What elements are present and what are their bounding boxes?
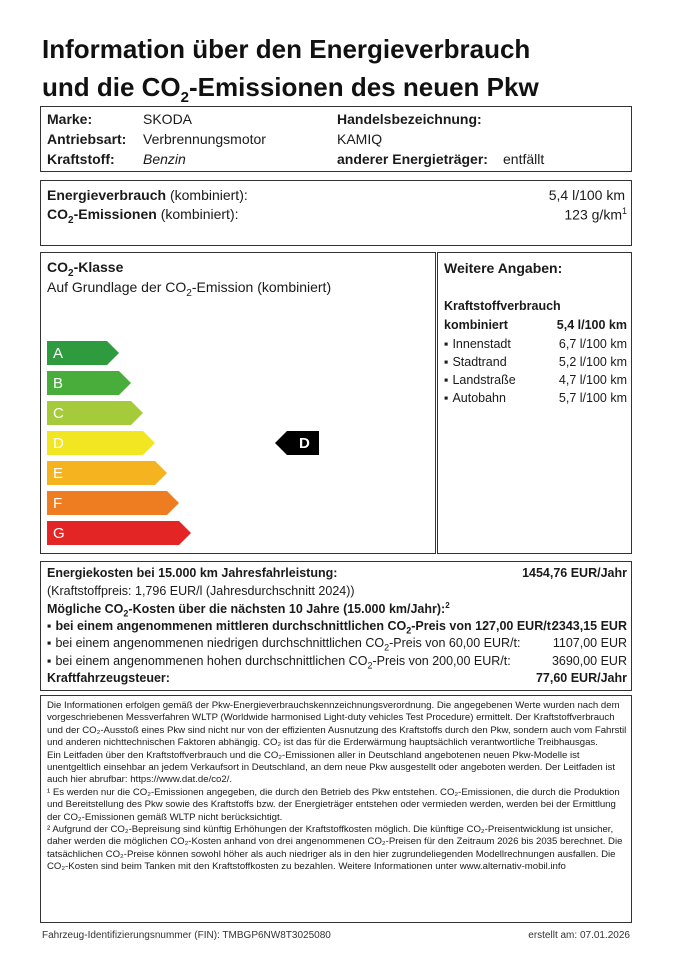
vin-text: Fahrzeug-Identifizierungsnummer (FIN): TMBGP6NW8T3025080: [42, 930, 331, 941]
further-info-box: [437, 252, 632, 554]
note-paragraph: ² Aufgrund der CO₂-Bepreisung sind künftig Erhöhungen der Kraftstoffkosten möglich. Die künftige CO₂-Preisentwicklung ist unsicher, daher werden die möglichen CO₂-Kosten anhand von drei angenommenen CO₂-Preisen für den Zeitraum 2026 bis 2035 berechnet. Die tatsächlichen CO₂-Preise können sowohl höher als auch niedriger als in den hier zugrundeliegenden Modellrechnungen ausfallen. Die CO₂-Kosten sind beim Tanken mit den Kraftstoffkosten zu bezahlen. Weitere Informationen unter www.alternativ-mobil.info: [47, 824, 623, 873]
combined-label: kombiniert: [444, 318, 508, 332]
combined-value: 5,4 l/100 km: [556, 318, 627, 332]
created-date: erstellt am: 07.01.2026: [528, 930, 630, 941]
energy-consumption-value: 5,4 l/100 km: [548, 187, 625, 203]
co2-class-subtitle: Auf Grundlage der $CO_2$-Emission (kombiniert): [47, 279, 332, 299]
brand-label: Marke:: [47, 111, 93, 127]
trade-name-value: KAMIQ: [337, 131, 383, 147]
current-class-label: D: [299, 435, 310, 452]
co2-class-bar-label: F: [53, 495, 63, 512]
legal-notes-box: [40, 695, 632, 923]
co2-cost-low-label: ▪ bei einem angenommenen niedrigen durchschnittlichen $CO_2$-Preis von 60,00 EUR/t:: [47, 636, 520, 653]
co2-class-bar-label: B: [53, 375, 64, 392]
note-paragraph: Die Informationen erfolgen gemäß der Pkw-Energieverbrauchskennzeichnungsverordnung. Die angegebenen Werte wurden nach dem vorgeschriebenen Messverfahren WLTP (Worldwide harmonised Light-duty vehicles Test Procedure) ermittelt. Der Kraftstoffverbrauch und der CO₂-Ausstoß eines Pkw sind nicht nur von der effizienten Ausnutzung des Kraftstoffs durch den Pkw, sondern auch vom Fahrstil und anderen nichttechnischen Faktoren abhängig. CO₂ ist das für die Erderwärmung hauptsächlich verantwortliche Treibhausgas.: [47, 700, 627, 749]
consumption-row-value: 5,7 l/100 km: [558, 391, 627, 405]
costs-box: [40, 561, 632, 691]
note-paragraph: Ein Leitfaden über den Kraftstoffverbrauch und die CO₂-Emissionen aller in Deutschland angebotenen neuen Pkw-Modelle ist unentgeltlich einsehbar an jedem Verkaufsort in Deutschland, an dem neue Pkw ausgestellt oder angeboten werden. Der Leitfaden ist auch hier abrufbar: https://www.dat.de/co2/.: [47, 749, 615, 786]
co2-cost-high-value: 3690,00 EUR: [551, 654, 627, 668]
engine-value: Verbrennungsmotor: [143, 131, 266, 147]
co2-class-bar-label: A: [53, 345, 64, 362]
fuel-value: Benzin: [143, 151, 186, 167]
title-line-2: und die $CO_2$-Emissionen des neuen Pkw: [42, 72, 539, 107]
further-info-title: Weitere Angaben:: [444, 260, 563, 276]
engine-label: Antriebsart:: [47, 131, 127, 147]
co2-cost-mid-value: 2343,15 EUR: [551, 619, 627, 633]
co2-class-box: [40, 252, 436, 554]
fuel-consumption-heading: Kraftstoffverbrauch: [444, 299, 561, 313]
co2-class-bar-g: [47, 521, 191, 545]
energy-costs-label: Energiekosten bei 15.000 km Jahresfahrleistung:: [47, 566, 338, 580]
fuel-price-note: (Kraftstoffpreis: 1,796 EUR/l (Jahresdurchschnitt 2024)): [47, 584, 355, 598]
co2-class-bar-f: [47, 491, 179, 515]
consumption-row-label: ▪ Stadtrand: [444, 355, 507, 369]
energy-costs-value: 1454,76 EUR/Jahr: [522, 566, 627, 580]
co2-class-bar-label: E: [53, 465, 64, 482]
vehicle-tax-value: 77,60 EUR/Jahr: [535, 671, 627, 685]
energy-consumption-label: Energieverbrauch (kombiniert):: [47, 187, 248, 203]
co2-costs-heading: Mögliche $CO_2$-Kosten über die nächsten 10 Jahre (15.000 km/Jahr):$^2$: [47, 601, 450, 619]
co2-class-bar-e: [47, 461, 167, 485]
fuel-label: Kraftstoff:: [47, 151, 115, 167]
co2-cost-low-value: 1107,00 EUR: [552, 636, 627, 650]
consumption-row-label: ▪ Innenstadt: [444, 337, 511, 351]
note-paragraph: ¹ Es werden nur die CO₂-Emissionen angegeben, die durch den Betrieb des Pkw entstehen. CO₂-Emissionen, die durch die Produktion und Bereitstellung des Pkw sowie des Kraftstoffs bzw. der Energieträger entstehen oder vermieden werden, werden bei der Ermittlung der CO₂-Emissionen gemäß WLTP nicht berücksichtigt.: [47, 786, 620, 823]
current-class-marker: [275, 431, 319, 455]
consumption-row-value: 5,2 l/100 km: [558, 355, 627, 369]
other-energy-label: anderer Energieträger:: [337, 151, 488, 167]
other-energy-value: entfällt: [503, 151, 545, 167]
brand-value: SKODA: [143, 111, 193, 127]
consumption-row-value: 4,7 l/100 km: [558, 373, 627, 387]
consumption-row-label: ▪ Landstraße: [444, 373, 516, 387]
co2-class-bar-label: G: [53, 525, 65, 542]
co2-emissions-value: 123 $g/km^1$: [564, 206, 627, 223]
co2-class-bar-label: D: [53, 435, 64, 452]
title-line-1: Information über den Energieverbrauch: [42, 34, 531, 64]
trade-name-label: Handelsbezeichnung:: [337, 111, 482, 127]
co2-class-scale: [41, 253, 435, 553]
co2-cost-high-label: ▪ bei einem angenommenen hohen durchschnittlichen $CO_2$-Preis von 200,00 EUR/t:: [47, 654, 511, 671]
co2-emissions-label: $CO_2$-Emissionen (kombiniert):: [47, 206, 239, 226]
co2-class-bar-label: C: [53, 405, 64, 422]
co2-cost-mid-label: ▪ bei einem angenommenen mittleren durchschnittlichen $CO_2$-Preis von 127,00 EUR/t:: [47, 619, 555, 636]
vehicle-info-box: [40, 106, 632, 172]
vehicle-tax-label: Kraftfahrzeugsteuer:: [47, 671, 170, 685]
page-title: [42, 30, 662, 117]
consumption-row-value: 6,7 l/100 km: [558, 337, 627, 351]
consumption-row-label: ▪ Autobahn: [444, 391, 506, 405]
co2-class-title: $CO_2$-Klasse: [47, 259, 124, 279]
consumption-box: [40, 180, 632, 246]
